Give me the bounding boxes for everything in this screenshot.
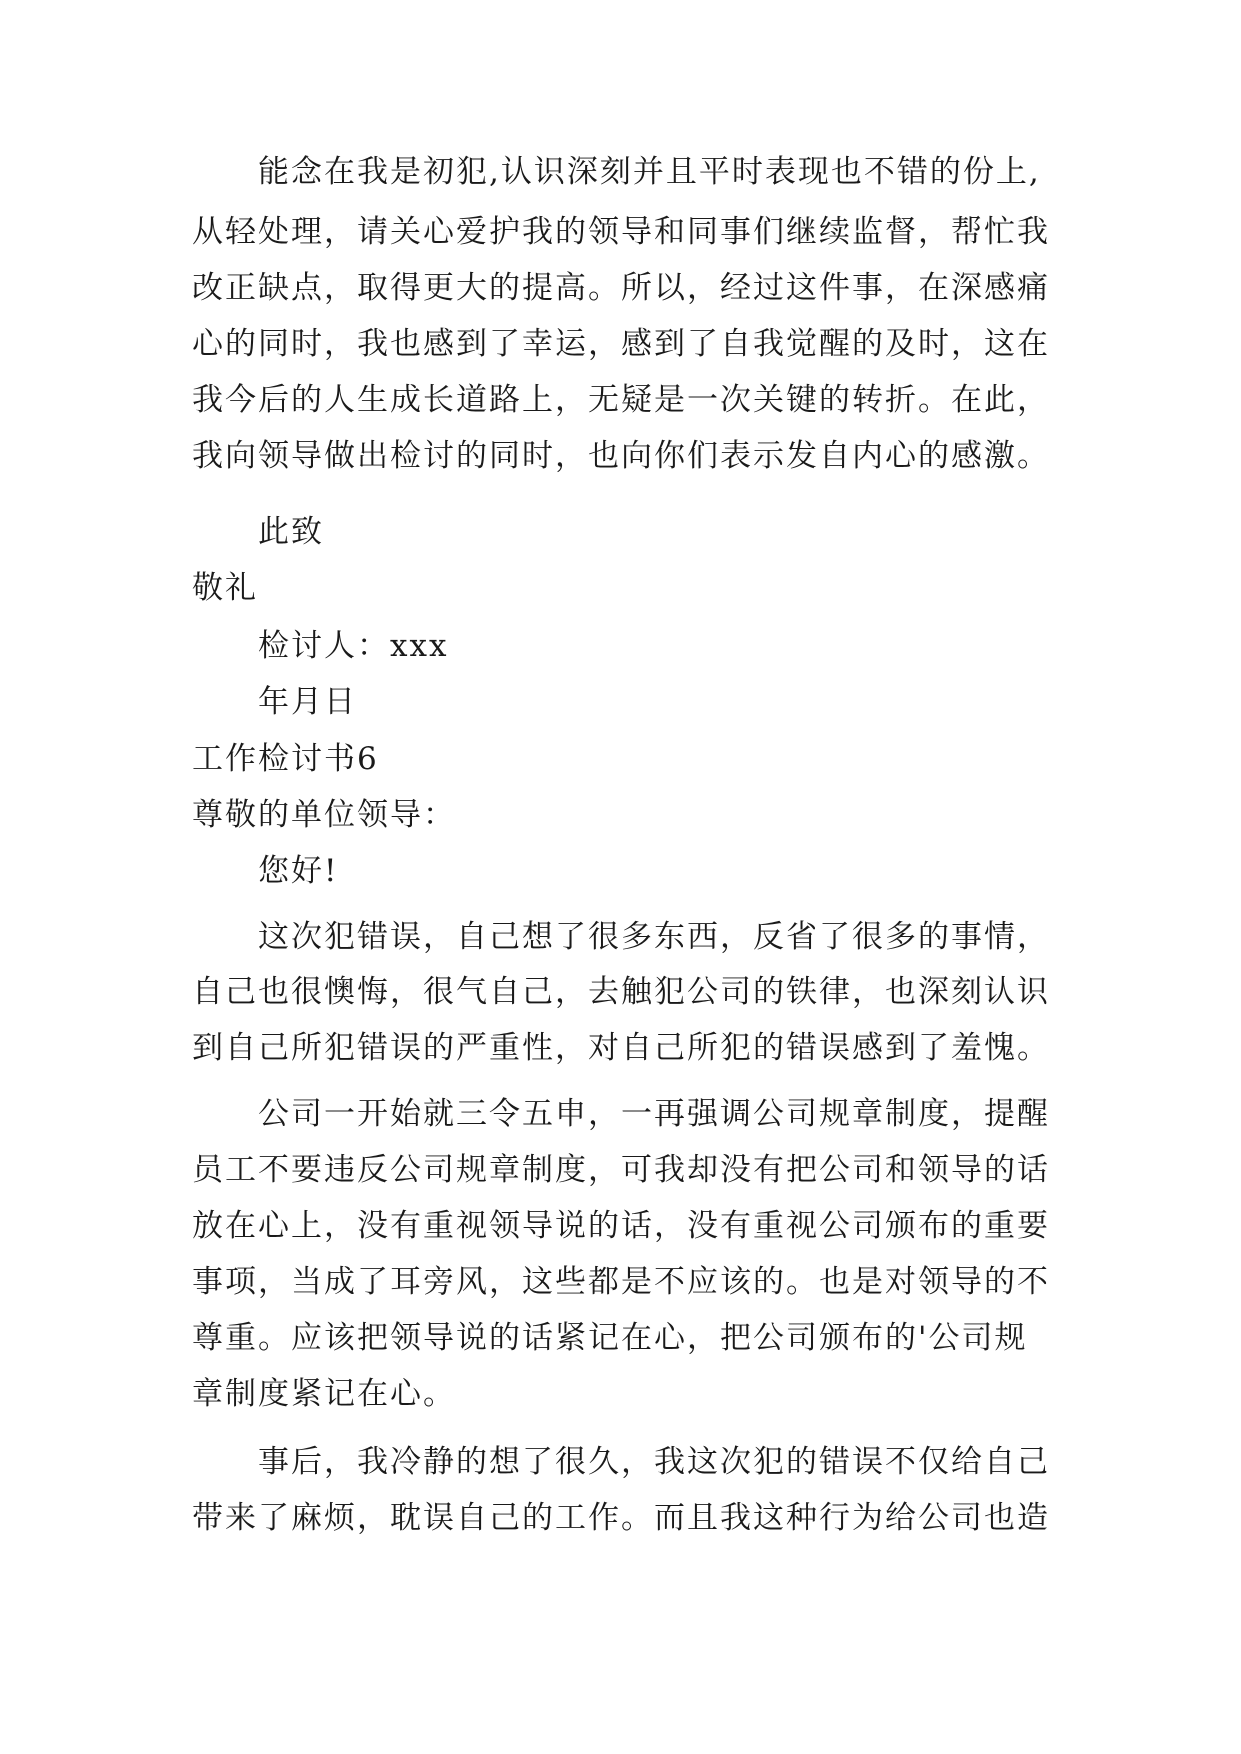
text-line: 改正缺点，取得更大的提高。所以，经过这件事，在深感痛 [192, 270, 1050, 306]
text-line: 公司一开始就三令五申，一再强调公司规章制度，提醒 [258, 1096, 1050, 1132]
text-line: 我今后的人生成长道路上，无疑是一次关键的转折。在此， [192, 382, 1050, 418]
closing-regards: 敬礼 [192, 570, 258, 606]
text-line: 从轻处理，请关心爱护我的领导和同事们继续监督，帮忙我 [192, 214, 1050, 250]
salutation: 尊敬的单位领导： [192, 797, 456, 833]
text-line: 章制度紧记在心。 [192, 1376, 456, 1412]
text-line: 自己也很懊悔，很气自己，去触犯公司的铁律，也深刻认识 [192, 974, 1050, 1010]
text-line: 尊重。应该把领导说的话紧记在心，把公司颁布的'公司规 [192, 1320, 1028, 1356]
section-title: 工作检讨书6 [192, 741, 379, 777]
text-line: 能念在我是初犯,认识深刻并且平时表现也不错的份上, [258, 154, 1041, 190]
signature-line: 检讨人：xxx [258, 628, 449, 664]
greeting: 您好! [258, 853, 339, 889]
text-line: 这次犯错误，自己想了很多东西，反省了很多的事情， [258, 919, 1050, 955]
text-line: 带来了麻烦，耽误自己的工作。而且我这种行为给公司也造 [192, 1500, 1050, 1536]
text-line: 心的同时，我也感到了幸运，感到了自我觉醒的及时，这在 [192, 326, 1050, 362]
date-line: 年月日 [258, 684, 357, 720]
text-line: 事项，当成了耳旁风，这些都是不应该的。也是对领导的不 [192, 1264, 1050, 1300]
text-line: 事后，我冷静的想了很久，我这次犯的错误不仅给自己 [258, 1444, 1050, 1480]
text-line: 员工不要违反公司规章制度，可我却没有把公司和领导的话 [192, 1152, 1050, 1188]
text-line: 放在心上，没有重视领导说的话，没有重视公司颁布的重要 [192, 1208, 1050, 1244]
text-line: 我向领导做出检讨的同时，也向你们表示发自内心的感激。 [192, 438, 1050, 474]
text-line: 到自己所犯错误的严重性，对自己所犯的错误感到了羞愧。 [192, 1030, 1050, 1066]
closing-salutation: 此致 [258, 514, 324, 550]
